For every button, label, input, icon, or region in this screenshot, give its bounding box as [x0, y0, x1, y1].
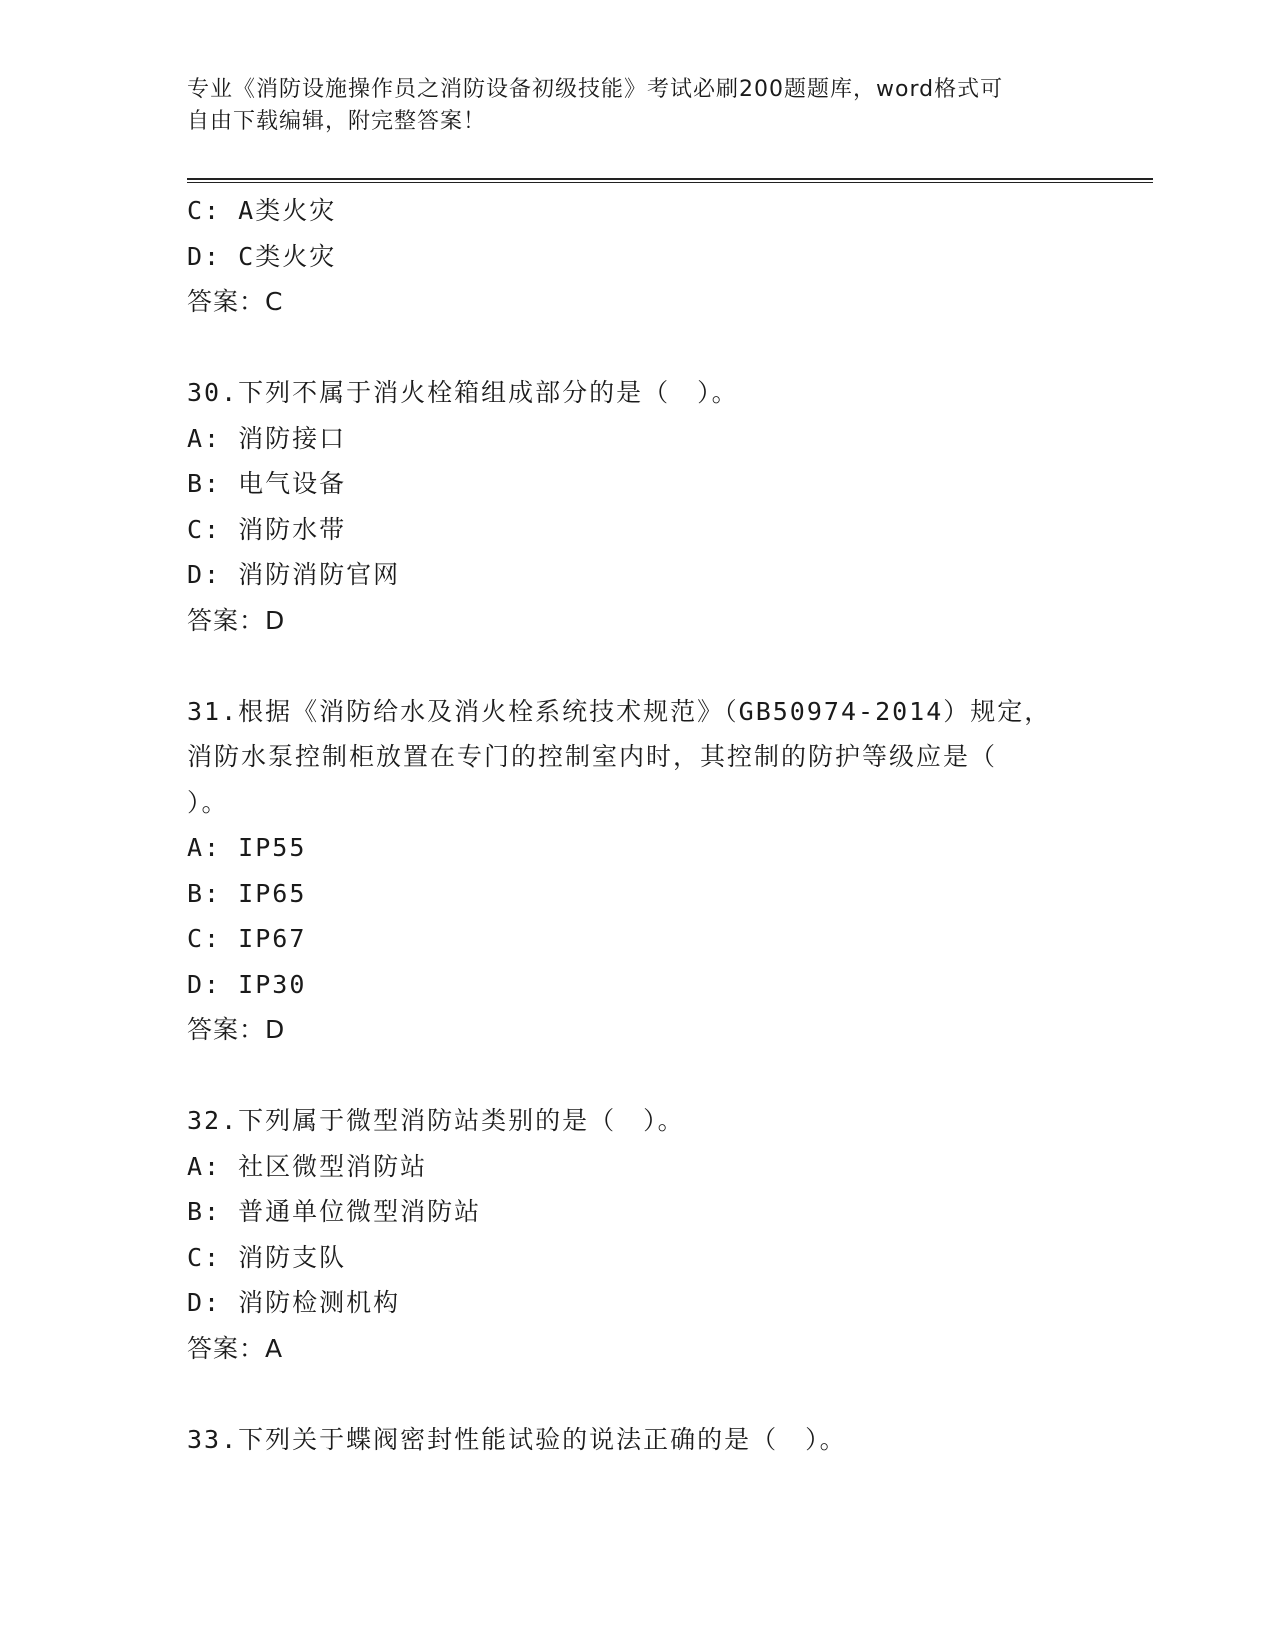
- option-b: [187, 461, 1087, 507]
- question-32: [187, 1098, 1087, 1371]
- option-label: C:: [187, 1242, 222, 1272]
- header-line-1: 专业《消防设施操作员之消防设备初级技能》考试必刷200题题库，word格式可: [187, 77, 1004, 102]
- option-text: 消防接口: [238, 423, 347, 453]
- option-text: A类火灾: [238, 196, 337, 225]
- option-d: [187, 552, 1087, 598]
- option-label: D:: [187, 969, 222, 999]
- answer-line: 答案：A: [187, 1333, 284, 1363]
- option-text: IP65: [238, 878, 307, 908]
- spacer: [187, 1371, 1087, 1417]
- question-31: [187, 689, 1087, 1053]
- partial-question: [187, 188, 1087, 325]
- option-c: [187, 1235, 1087, 1281]
- option-c: [187, 188, 1087, 234]
- option-label: D:: [187, 560, 222, 589]
- option-text: IP55: [238, 833, 307, 862]
- option-text: 消防支队: [238, 1242, 347, 1272]
- option-label: A:: [187, 1151, 222, 1181]
- question-stem-line-3: ）。: [187, 787, 229, 817]
- option-d: [187, 1280, 1087, 1326]
- option-c: [187, 507, 1087, 553]
- question-33: [187, 1417, 1087, 1463]
- question-stem-line-1: 31.根据《消防给水及消火栓系统技术规范》（GB50974-2014）规定，: [187, 696, 1052, 726]
- spacer: [187, 1053, 1087, 1099]
- answer-line: 答案：D: [187, 1015, 286, 1044]
- question-stem: 32.下列属于微型消防站类别的是（ ）。: [187, 1106, 685, 1135]
- option-label: C:: [187, 196, 222, 225]
- option-label: A:: [187, 833, 222, 862]
- spacer: [187, 325, 1087, 371]
- option-text: 电气设备: [238, 469, 347, 498]
- spacer: [187, 643, 1087, 689]
- option-b: [187, 1189, 1087, 1235]
- header-divider: [187, 178, 1153, 183]
- option-text: 普通单位微型消防站: [238, 1197, 482, 1226]
- option-text: C类火灾: [238, 241, 337, 271]
- option-b: [187, 871, 1087, 917]
- option-label: D:: [187, 1288, 222, 1317]
- document-header: [187, 74, 1067, 138]
- question-stem: 33.下列关于蝶阀密封性能试验的说法正确的是（ ）。: [187, 1424, 847, 1454]
- option-text: 社区微型消防站: [238, 1151, 428, 1181]
- question-30: [187, 370, 1087, 643]
- option-text: 消防消防官网: [238, 560, 401, 589]
- option-c: [187, 916, 1087, 962]
- option-a: [187, 416, 1087, 462]
- answer-line: 答案：C: [187, 287, 284, 316]
- option-d: [187, 962, 1087, 1008]
- option-a: [187, 1144, 1087, 1190]
- option-text: 消防检测机构: [238, 1288, 401, 1317]
- option-text: IP67: [238, 924, 307, 953]
- question-list: [187, 188, 1087, 1462]
- option-label: C:: [187, 924, 222, 953]
- question-stem: 30.下列不属于消火栓箱组成部分的是（ ）。: [187, 378, 739, 407]
- option-label: B:: [187, 878, 222, 908]
- option-label: D:: [187, 241, 222, 271]
- header-line-2: 自由下载编辑，附完整答案！: [187, 109, 487, 134]
- answer-line: 答案：D: [187, 605, 286, 635]
- option-a: [187, 825, 1087, 871]
- option-label: A:: [187, 423, 222, 453]
- option-text: IP30: [238, 969, 307, 999]
- option-label: B:: [187, 469, 222, 498]
- option-d: [187, 234, 1087, 280]
- question-stem-line-2: 消防水泵控制柜放置在专门的控制室内时，其控制的防护等级应是（: [187, 742, 998, 771]
- option-label: B:: [187, 1197, 222, 1226]
- option-text: 消防水带: [238, 514, 347, 544]
- option-label: C:: [187, 514, 222, 544]
